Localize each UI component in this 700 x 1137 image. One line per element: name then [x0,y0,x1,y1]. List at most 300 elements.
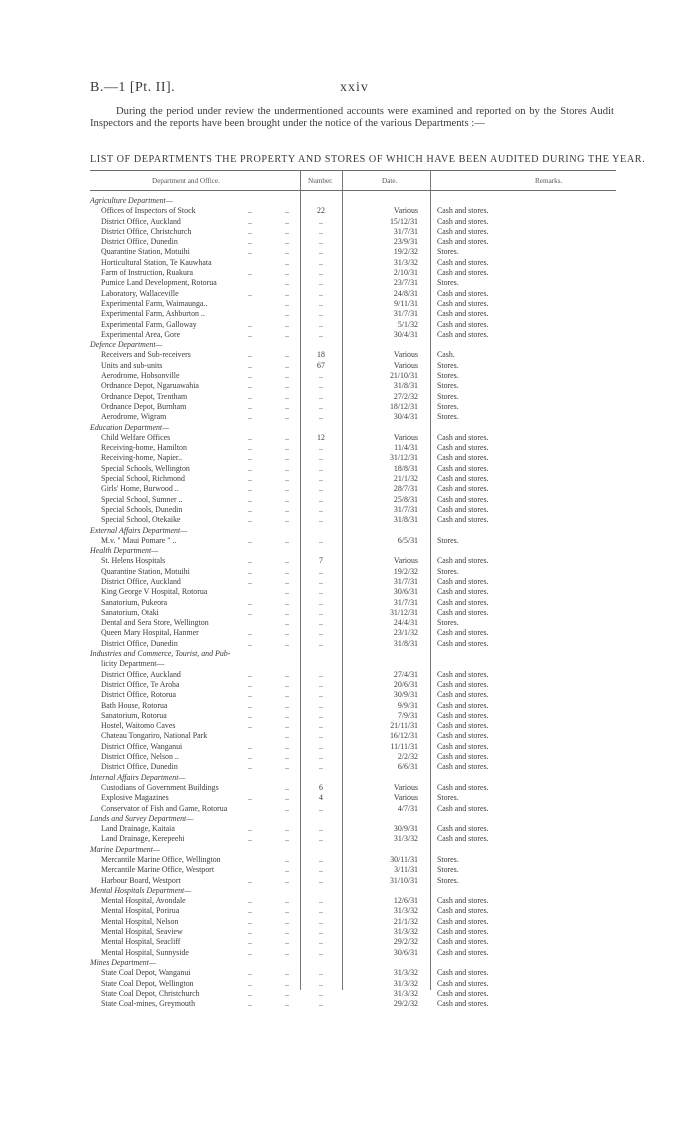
table-row [90,927,620,937]
department-cell: Aerodrome, Hobsonville [101,371,180,381]
department-cell: Quarantine Station, Motuihi [101,566,190,576]
date-cell: Various [393,206,418,216]
number-cell: .. [319,257,323,267]
table-row [90,628,620,638]
table-row [90,268,620,278]
audit-table-body [90,196,620,1009]
number-cell: .. [319,484,323,494]
table-row [90,350,620,360]
date-cell: 9/9/31 [397,700,418,710]
leader-dots: .. [285,391,289,401]
remarks-cell: Stores. [437,793,459,803]
date-cell: Various [393,432,418,442]
leader-dots: .. [285,875,289,885]
remarks-cell: Cash and stores. [437,988,489,998]
date-cell: 6/5/31 [397,535,418,545]
leader-dots: .. [285,793,289,803]
leader-dots: .. [248,319,252,329]
table-row [90,968,620,978]
leader-dots: .. [248,371,252,381]
department-heading-row [90,845,620,855]
table-row [90,937,620,947]
remarks-cell: Cash and stores. [437,432,489,442]
leader-dots: .. [285,597,289,607]
leader-dots: .. [285,371,289,381]
leader-dots: .. [248,412,252,422]
date-cell: 23/1/32 [393,628,418,638]
number-cell: .. [319,834,323,844]
department-cell: Special Schools, Dunedin [101,504,183,514]
table-row [90,433,620,443]
department-cell: Mercantile Marine Office, Westport [101,865,215,875]
date-cell: 7/9/31 [397,710,418,720]
remarks-cell: Cash and stores. [437,597,489,607]
remarks-cell: Cash and stores. [437,741,489,751]
department-cell: District Office, Christchurch [101,226,192,236]
remarks-cell: Cash and stores. [437,504,489,514]
table-row [90,876,620,886]
number-cell: .. [319,999,323,1009]
number-cell: .. [319,710,323,720]
number-cell: .. [319,381,323,391]
column-header-remarks: Remarks. [535,177,563,185]
number-cell: .. [319,463,323,473]
department-cell: St. Helens Hospitals [101,556,166,566]
leader-dots: .. [248,350,252,360]
department-cell: Mines Department— [90,957,156,967]
remarks-cell: Cash and stores. [437,298,489,308]
table-row [90,690,620,700]
department-cell: Experimental Farm, Galloway [101,319,197,329]
remarks-cell: Cash and stores. [437,721,489,731]
department-cell: Mental Hospital, Seacliff [101,937,181,947]
remarks-cell: Stores. [437,535,459,545]
date-cell: 31/7/31 [393,309,418,319]
number-cell: 4 [319,793,323,803]
number-cell: .. [319,309,323,319]
remarks-cell: Stores. [437,566,459,576]
page-number: xxiv [340,80,369,95]
remarks-cell: Stores. [437,391,459,401]
number-cell: .. [319,226,323,236]
leader-dots: .. [285,679,289,689]
remarks-cell: Cash and stores. [437,474,489,484]
leader-dots: .. [285,216,289,226]
date-cell: 12/6/31 [393,896,418,906]
leader-dots: .. [248,226,252,236]
leader-dots: .. [248,247,252,257]
department-cell: Sanatorium, Pukeora [101,597,168,607]
table-row [90,639,620,649]
remarks-cell: Cash and stores. [437,216,489,226]
remarks-cell: Stores. [437,401,459,411]
leader-dots: .. [285,443,289,453]
remarks-cell: Cash and stores. [437,587,489,597]
leader-dots: .. [285,298,289,308]
number-cell: .. [319,566,323,576]
date-cell: 30/4/31 [393,412,418,422]
date-cell: 31/8/31 [393,381,418,391]
department-cell: Marine Department— [90,844,160,854]
number-cell: .. [319,906,323,916]
number-cell: .. [319,607,323,617]
leader-dots: .. [285,618,289,628]
number-cell: .. [319,535,323,545]
leader-dots: .. [285,463,289,473]
remarks-cell: Cash and stores. [437,947,489,957]
intro-paragraph: During the period under review the undermentioned accounts were examined and reported on by the Stores Audit Inspectors and the reports have been brought under the notice of the various Departments :— [90,106,614,129]
number-cell: .. [319,391,323,401]
leader-dots: .. [285,988,289,998]
remarks-cell: Cash and stores. [437,257,489,267]
leader-dots: .. [285,278,289,288]
number-cell: .. [319,618,323,628]
leader-dots: .. [285,329,289,339]
number-cell: .. [319,278,323,288]
leader-dots: .. [248,834,252,844]
leader-dots: .. [248,999,252,1009]
leader-dots: .. [285,432,289,442]
department-cell: licity Department— [101,659,165,669]
leader-dots: .. [248,360,252,370]
table-row [90,742,620,752]
date-cell: 31/8/31 [393,515,418,525]
table-row [90,999,620,1009]
remarks-cell: Cash and stores. [437,288,489,298]
table-row [90,711,620,721]
remarks-cell: Stores. [437,371,459,381]
table-row [90,896,620,906]
department-cell: Hostel, Waitomo Caves [101,721,176,731]
leader-dots: .. [285,556,289,566]
department-cell: District Office, Te Aroha [101,679,180,689]
leader-dots: .. [285,731,289,741]
date-cell: 18/8/31 [393,463,418,473]
department-heading-row [90,958,620,968]
department-cell: Chateau Tongariro, National Park [101,731,208,741]
date-cell: Various [393,350,418,360]
leader-dots: .. [285,834,289,844]
leader-dots: .. [248,288,252,298]
department-cell: Agriculture Department— [90,196,173,205]
leader-dots: .. [285,999,289,1009]
date-cell: 23/9/31 [393,237,418,247]
date-cell: 27/4/31 [393,669,418,679]
number-cell: .. [319,587,323,597]
number-cell: .. [319,576,323,586]
department-cell: Internal Affairs Department— [90,772,186,782]
leader-dots: .. [285,401,289,411]
date-cell: 31/8/31 [393,638,418,648]
leader-dots: .. [285,381,289,391]
table-row [90,598,620,608]
number-cell: 18 [317,350,325,360]
department-cell: Land Drainage, Kaitaia [101,824,175,834]
leader-dots: .. [248,576,252,586]
leader-dots: .. [285,968,289,978]
date-cell: 30/6/31 [393,947,418,957]
number-cell: .. [319,741,323,751]
remarks-cell: Stores. [437,412,459,422]
date-cell: 31/3/32 [393,988,418,998]
table-row [90,793,620,803]
date-cell: 27/2/32 [393,391,418,401]
department-cell: Special School, Sumner .. [101,494,183,504]
number-cell: .. [319,916,323,926]
date-cell: 2/10/31 [393,268,418,278]
department-heading-row [90,814,620,824]
table-row [90,608,620,618]
leader-dots: .. [285,978,289,988]
table-row [90,278,620,288]
leader-dots: .. [248,453,252,463]
date-cell: 31/3/32 [393,834,418,844]
leader-dots: .. [285,752,289,762]
table-row [90,299,620,309]
date-cell: 23/7/31 [393,278,418,288]
number-cell: .. [319,875,323,885]
leader-dots: .. [285,690,289,700]
leader-dots: .. [248,679,252,689]
remarks-cell: Cash and stores. [437,443,489,453]
document-reference: B.—1 [Pt. II]. [90,80,176,95]
leader-dots: .. [285,937,289,947]
number-cell: .. [319,824,323,834]
table-row [90,309,620,319]
department-cell: Offices of Inspectors of Stock [101,206,196,216]
leader-dots: .. [285,535,289,545]
remarks-cell: Stores. [437,247,459,257]
leader-dots: .. [248,535,252,545]
leader-dots: .. [248,752,252,762]
remarks-cell: Cash and stores. [437,978,489,988]
table-row [90,392,620,402]
date-cell: 9/11/31 [394,298,418,308]
date-cell: 30/11/31 [390,855,418,864]
table-row [90,762,620,772]
number-cell: .. [319,896,323,906]
date-cell: 19/2/32 [393,566,418,576]
remarks-cell: Cash and stores. [437,576,489,586]
number-cell: 12 [317,432,325,442]
remarks-cell: Cash and stores. [437,268,489,278]
date-cell: 31/3/32 [393,968,418,978]
department-cell: Defence Department— [90,340,163,350]
table-row [90,484,620,494]
column-header-number: Number. [308,177,333,185]
date-cell: 21/1/32 [393,474,418,484]
department-cell: Land Drainage, Kerepeehi [101,834,185,844]
leader-dots: .. [248,793,252,803]
department-cell: Mental Hospital, Avondale [101,896,186,906]
table-row [90,206,620,216]
department-cell: Quarantine Station, Motuihi [101,247,190,257]
department-cell: Bath House, Rotorua [101,700,168,710]
department-cell: Mental Hospitals Department— [90,885,192,895]
department-cell: Experimental Area, Gore [101,329,181,339]
number-cell: .. [319,216,323,226]
department-cell: Special School, Otekaike [101,515,181,525]
department-cell: Education Department— [90,422,170,432]
leader-dots: .. [285,474,289,484]
table-row [90,855,620,865]
date-cell: Various [393,793,418,803]
date-cell: 11/11/31 [390,741,418,751]
leader-dots: .. [285,638,289,648]
number-cell: .. [319,329,323,339]
leader-dots: .. [248,700,252,710]
table-row [90,865,620,875]
date-cell: 30/9/31 [393,824,418,834]
table-row [90,412,620,422]
leader-dots: .. [248,762,252,772]
date-cell: 31/3/32 [393,927,418,937]
table-row [90,464,620,474]
table-row [90,505,620,515]
remarks-cell: Stores. [437,865,459,875]
leader-dots: .. [285,824,289,834]
number-cell: .. [319,679,323,689]
remarks-cell: Cash and stores. [437,669,489,679]
leader-dots: .. [285,916,289,926]
department-cell: Ordnance Depot, Trentham [101,391,188,401]
number-cell: .. [319,855,323,864]
department-cell: Special Schools, Wellington [101,463,190,473]
table-header-rule [90,190,616,191]
department-cell: Health Department— [90,546,159,556]
leader-dots: .. [248,669,252,679]
leader-dots: .. [248,906,252,916]
table-row [90,917,620,927]
number-cell: .. [319,412,323,422]
table-row [90,556,620,566]
leader-dots: .. [248,741,252,751]
remarks-cell: Cash. [437,350,455,360]
number-cell: .. [319,494,323,504]
number-cell: .. [319,927,323,937]
leader-dots: .. [248,607,252,617]
department-cell: Mental Hospital, Seaview [101,927,183,937]
leader-dots: .. [285,762,289,772]
remarks-cell: Stores. [437,855,459,864]
department-cell: Laboratory, Wallaceville [101,288,179,298]
table-row [90,659,620,669]
table-row [90,670,620,680]
remarks-cell: Cash and stores. [437,484,489,494]
date-cell: 31/3/32 [393,906,418,916]
leader-dots: .. [285,484,289,494]
department-cell: Farm of Instruction, Ruakura [101,268,194,278]
remarks-cell: Cash and stores. [437,834,489,844]
department-heading-row [90,773,620,783]
number-cell: .. [319,752,323,762]
table-top-rule [90,170,616,171]
table-row [90,258,620,268]
remarks-cell: Cash and stores. [437,607,489,617]
table-row [90,453,620,463]
date-cell: Various [393,556,418,566]
leader-dots: .. [248,875,252,885]
table-row [90,752,620,762]
department-cell: Child Welfare Offices [101,432,171,442]
remarks-cell: Cash and stores. [437,319,489,329]
leader-dots: .. [248,443,252,453]
number-cell: 7 [319,556,323,566]
department-cell: Experimental Farm, Ashburton .. [101,309,205,319]
leader-dots: .. [285,669,289,679]
date-cell: 19/2/32 [393,247,418,257]
date-cell: 25/8/31 [393,494,418,504]
date-cell: 24/4/31 [393,618,418,628]
department-cell: King George V Hospital, Rotorua [101,587,208,597]
department-cell: Conservator of Fish and Game, Rotorua [101,803,228,813]
remarks-cell: Cash and stores. [437,999,489,1009]
number-cell: .. [319,298,323,308]
table-row [90,227,620,237]
table-row [90,804,620,814]
number-cell: .. [319,401,323,411]
number-cell: .. [319,762,323,772]
number-cell: .. [319,721,323,731]
table-row [90,402,620,412]
leader-dots: .. [248,628,252,638]
department-cell: M.v. " Maui Pomare " .. [101,535,177,545]
table-row [90,567,620,577]
date-cell: 21/10/31 [389,371,418,381]
remarks-cell: Cash and stores. [437,896,489,906]
leader-dots: .. [248,329,252,339]
department-heading-row [90,526,620,536]
leader-dots: .. [285,782,289,792]
leader-dots: .. [285,566,289,576]
number-cell: .. [319,515,323,525]
leader-dots: .. [285,268,289,278]
leader-dots: .. [285,927,289,937]
leader-dots: .. [285,453,289,463]
remarks-cell: Cash and stores. [437,916,489,926]
date-cell: 31/12/31 [389,607,418,617]
date-cell: 15/12/31 [389,216,418,226]
department-cell: Industries and Commerce, Tourist, and Pub- [90,649,231,659]
leader-dots: .. [248,978,252,988]
date-cell: 2/2/32 [397,752,418,762]
date-cell: 3/11/31 [394,865,418,875]
date-cell: Various [393,360,418,370]
remarks-cell: Cash and stores. [437,968,489,978]
column-header-department: Department and Office. [152,177,220,185]
department-cell: Experimental Farm, Waimaunga.. [101,298,208,308]
number-cell: 22 [317,206,325,216]
leader-dots: .. [285,947,289,957]
date-cell: 24/8/31 [393,288,418,298]
leader-dots: .. [248,494,252,504]
leader-dots: .. [248,988,252,998]
remarks-cell: Cash and stores. [437,782,489,792]
table-row [90,474,620,484]
table-row [90,577,620,587]
leader-dots: .. [285,494,289,504]
department-cell: Explosive Magazines [101,793,169,803]
leader-dots: .. [248,432,252,442]
leader-dots: .. [248,937,252,947]
number-cell: .. [319,453,323,463]
remarks-cell: Cash and stores. [437,752,489,762]
leader-dots: .. [248,216,252,226]
leader-dots: .. [248,268,252,278]
department-cell: Mental Hospital, Sunnyside [101,947,189,957]
table-row [90,247,620,257]
leader-dots: .. [248,638,252,648]
